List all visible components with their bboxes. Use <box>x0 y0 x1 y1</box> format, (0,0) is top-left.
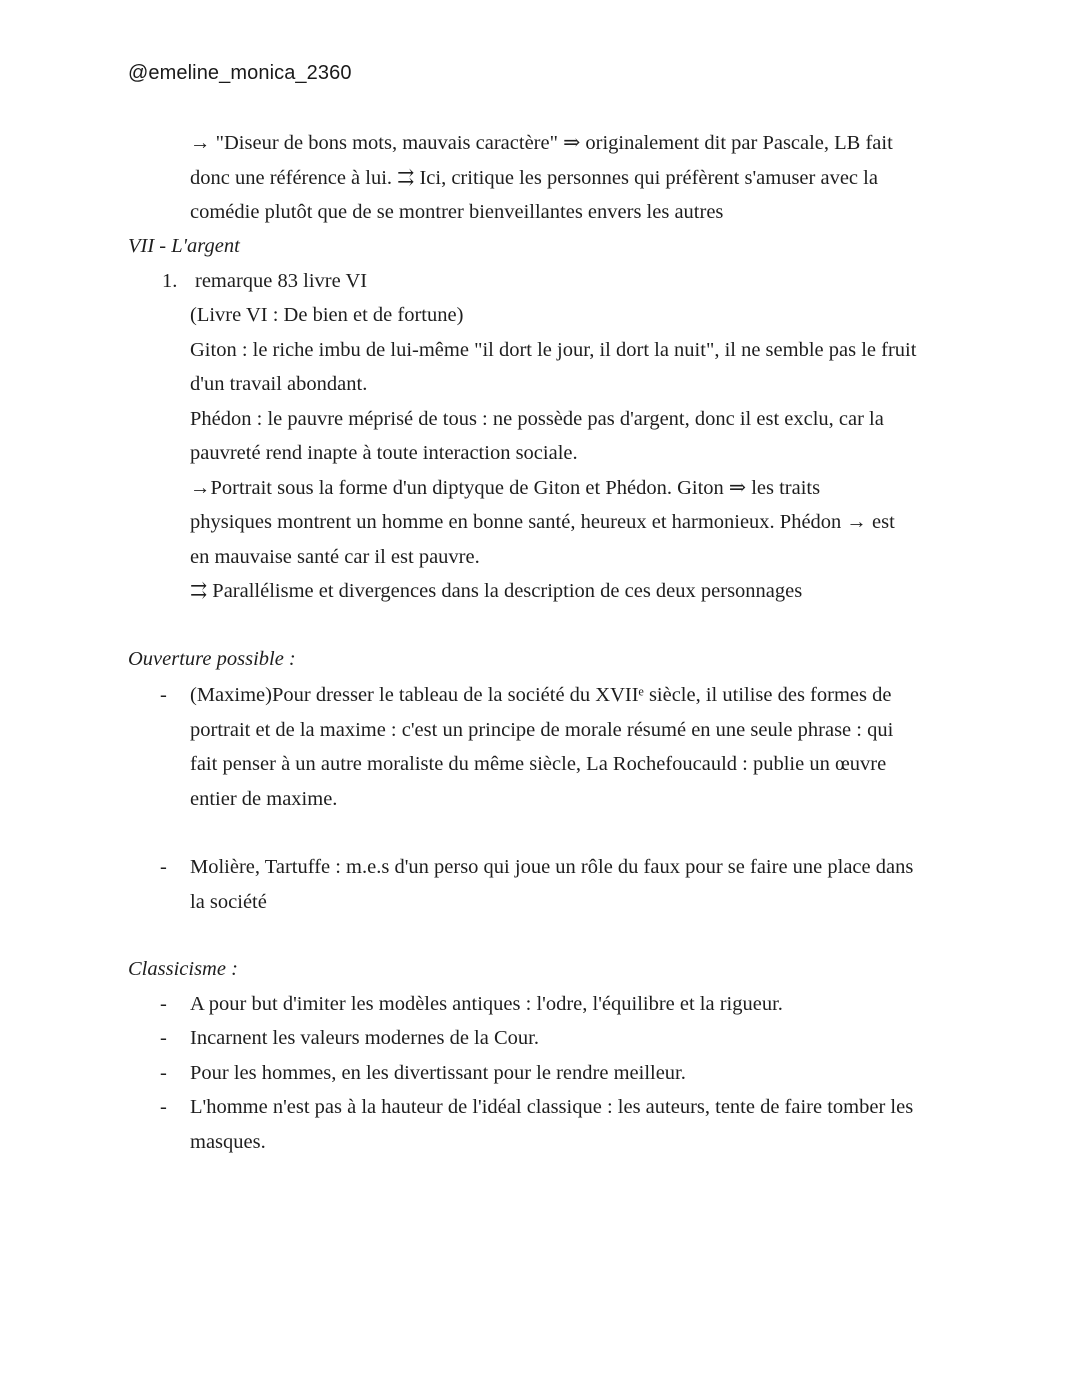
text-line: physiques montrent un homme en bonne santé, heureux et harmonieux. Phédon → est <box>190 511 895 533</box>
text-line: Incarnent les valeurs modernes de la Cour. <box>190 1027 539 1049</box>
text-line: (Livre VI : De bien et de fortune) <box>190 304 464 326</box>
text-line: → "Diseur de bons mots, mauvais caractère" ⇒ originalement dit par Pascale, LB fait <box>190 132 893 154</box>
text-line: masques. <box>190 1130 266 1153</box>
text-line: L'homme n'est pas à la hauteur de l'idéal classique : les auteurs, tente de faire tomber les <box>190 1096 914 1118</box>
bullet-dash: - <box>160 993 167 1015</box>
text-line: comédie plutôt que de se montrer bienveillantes envers les autres <box>190 201 724 223</box>
text-line: portrait et de la maxime : c'est un principe de morale résumé en une seule phrase : qui <box>190 718 894 741</box>
text-line: →Portrait sous la forme d'un diptyque de Giton et Phédon. Giton ⇒ les traits <box>190 476 821 499</box>
list-item <box>190 678 960 816</box>
text-line: pauvreté rend inapte à toute interaction sociale. <box>190 442 578 464</box>
text-line: fait penser à un autre moraliste du même siècle, La Rochefoucauld : publie un œuvre <box>190 753 887 775</box>
list-number: 1. <box>162 270 178 292</box>
text-line: Giton : le riche imbu de lui-même "il dort le jour, il dort la nuit", il ne semble pas le fruit <box>190 338 917 361</box>
text-line: la société <box>190 890 267 913</box>
section-heading-classicisme: Classicisme : <box>128 958 238 980</box>
text-line: (Maxime)Pour dresser le tableau de la société du XVIIᵉ siècle, il utilise des formes de <box>190 684 892 706</box>
list-item-title <box>195 264 965 299</box>
bullet-dash: - <box>160 856 167 878</box>
list-item <box>190 850 960 919</box>
list-item <box>190 1021 960 1056</box>
text-line: en mauvaise santé car il est pauvre. <box>190 545 480 568</box>
text-line: d'un travail abondant. <box>190 373 368 395</box>
text-line: A pour but d'imiter les modèles antiques : l'odre, l'équilibre et la rigueur. <box>190 993 783 1015</box>
list-item <box>190 987 960 1022</box>
text-line: Pour les hommes, en les divertissant pour le rendre meilleur. <box>190 1062 686 1084</box>
bullet-dash: - <box>160 684 167 706</box>
bullet-dash: - <box>160 1027 167 1049</box>
text-line: Molière, Tartuffe : m.e.s d'un perso qui joue un rôle du faux pour se faire une place dans <box>190 856 914 878</box>
section-argent-body <box>190 298 960 609</box>
text-line: remarque 83 livre VI <box>195 270 368 292</box>
section-heading-ouverture: Ouverture possible : <box>128 648 296 670</box>
bullet-dash: - <box>160 1096 167 1118</box>
text-line: Phédon : le pauvre méprisé de tous : ne possède pas d'argent, donc il est exclu, car la <box>190 407 884 430</box>
bullet-dash: - <box>160 1062 167 1084</box>
section-heading-argent: VII - L'argent <box>128 235 240 257</box>
text-line: entier de maxime. <box>190 787 338 810</box>
list-item <box>190 1090 960 1159</box>
list-item <box>190 1056 960 1091</box>
author-watermark: @emeline_monica_2360 <box>128 62 352 84</box>
intro-paragraph <box>190 126 960 230</box>
text-line: donc une référence à lui. ⇉ Ici, critique les personnes qui préfèrent s'amuser avec la <box>190 166 878 189</box>
text-line: ⇉ Parallélisme et divergences dans la description de ces deux personnages <box>190 580 803 602</box>
